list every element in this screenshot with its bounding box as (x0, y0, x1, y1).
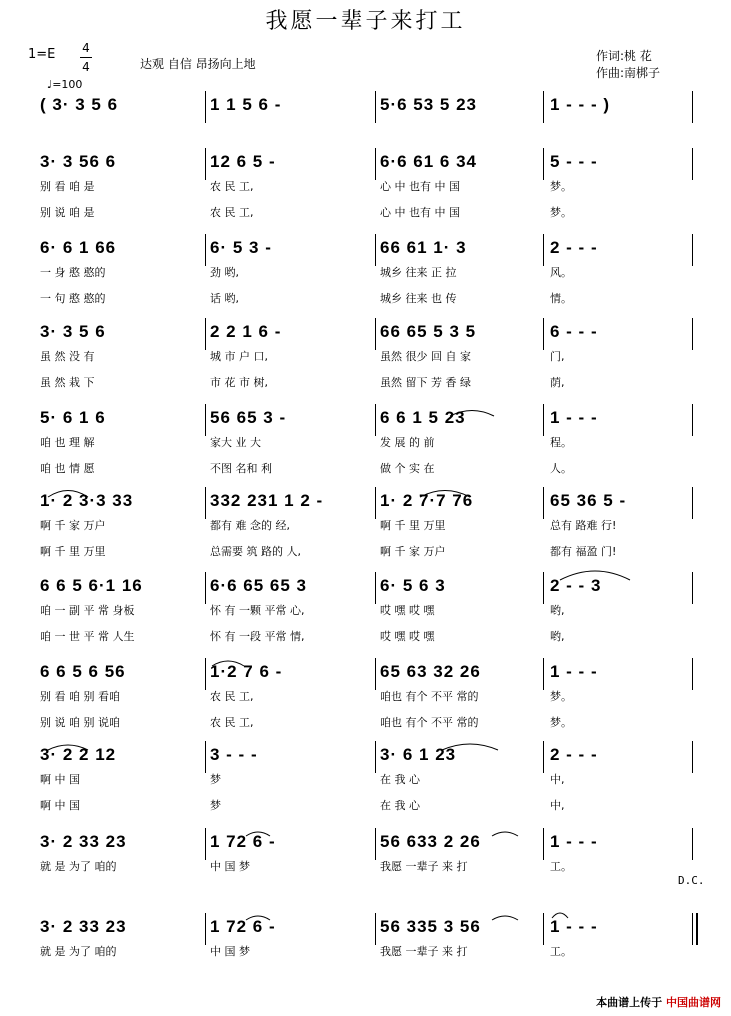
lyric-line-2: 咱也 有个 不平 常的 (380, 716, 479, 729)
bar-line (375, 828, 376, 860)
lyric-line-1: 啊 中 国 (40, 773, 80, 786)
lyric-line-2: 人。 (550, 462, 572, 475)
bar-line (375, 91, 376, 123)
lyric-line-2: 咱 也 情 愿 (40, 462, 95, 475)
lyric-line-2: 中, (550, 799, 565, 812)
lyric-line-1: 就 是 为了 咱的 (40, 860, 117, 873)
lyric-line-1: 程。 (550, 436, 572, 449)
measure-notes: 12 6 5 - (210, 152, 276, 171)
bar-line (543, 828, 544, 860)
bar-line (205, 828, 206, 860)
bar-line (375, 487, 376, 519)
lyric-line-1: 哎 嘿 哎 嘿 (380, 604, 435, 617)
lyric-line-1: 工。 (550, 945, 572, 958)
lyric-line-2: 别 说 咱 别 说咱 (40, 716, 120, 729)
bar-line (543, 487, 544, 519)
lyric-line-1: 中 国 梦 (210, 860, 250, 873)
lyric-line-1: 城 市 户 口, (210, 350, 268, 363)
song-title: 我愿一辈子来打工 (265, 9, 466, 34)
lyric-line-2: 荫, (550, 376, 565, 389)
bar-line (543, 741, 544, 773)
bar-line (205, 741, 206, 773)
lyric-line-1: 咱 一 副 平 常 身板 (40, 604, 135, 617)
lyric-line-1: 虽 然 没 有 (40, 350, 95, 363)
bar-line (543, 913, 544, 945)
measure-notes: 1 1 5 6 - (210, 95, 282, 114)
footer-site-logo[interactable]: 中国曲谱网 (666, 996, 721, 1009)
bar-line (205, 487, 206, 519)
slur (492, 832, 518, 836)
bar-line (205, 404, 206, 436)
lyric-line-1: 都有 难 念的 经, (210, 519, 290, 532)
measure-notes: 3· 2 2 12 (40, 745, 117, 764)
expression-marking: 达观 自信 昂扬向上地 (140, 57, 256, 71)
lyric-line-2: 怀 有 一段 平常 情, (210, 630, 305, 643)
measure-notes: 1 - - - (550, 662, 598, 681)
measure-notes: 1· 2 3·3 33 (40, 491, 134, 510)
lyric-line-1: 工。 (550, 860, 572, 873)
lyric-line-1: 中, (550, 773, 565, 786)
measure-notes: 65 36 5 - (550, 491, 627, 510)
bar-line (205, 913, 206, 945)
end-bar-line (692, 404, 693, 436)
tempo-marking: ♩=100 (47, 78, 83, 91)
measure-notes: 2 - - - (550, 745, 598, 764)
lyric-line-1: 咱也 有个 不平 常的 (380, 690, 479, 703)
lyric-line-2: 梦 (210, 799, 221, 812)
lyric-line-1: 别 看 咱 别 看咱 (40, 690, 120, 703)
end-bar-line (692, 487, 693, 519)
bar-line (205, 572, 206, 604)
lyric-line-2: 做 个 实 在 (380, 462, 435, 475)
lyric-line-2: 虽 然 栽 下 (40, 376, 95, 389)
end-bar-line (692, 148, 693, 180)
lyric-line-1: 农 民 工, (210, 180, 254, 193)
measure-notes: 6· 6 1 66 (40, 238, 117, 257)
end-bar-line (692, 91, 693, 123)
measure-notes: 3· 2 33 23 (40, 832, 127, 851)
footer (596, 994, 721, 1010)
bar-line (543, 91, 544, 123)
time-signature-bottom: 4 (82, 60, 90, 74)
lyric-line-1: 我愿 一辈子 来 打 (380, 860, 468, 873)
measure-notes: 6· 5 3 - (210, 238, 272, 257)
final-bar-line (696, 913, 698, 945)
lyric-line-2: 农 民 工, (210, 716, 254, 729)
measure-notes: 5· 6 1 6 (40, 408, 106, 427)
bar-line (375, 148, 376, 180)
lyric-line-2: 情。 (550, 292, 572, 305)
measure-notes: 66 61 1· 3 (380, 238, 467, 257)
lyric-line-1: 总有 路难 行! (550, 519, 617, 532)
lyric-line-2: 啊 千 家 万户 (380, 545, 446, 558)
lyric-line-1: 梦 (210, 773, 221, 786)
measure-notes: 1 72 6 - (210, 832, 276, 851)
measure-notes: 56 335 3 56 (380, 917, 481, 936)
lyric-line-1: 家大 业 大 (210, 436, 261, 449)
lyric-line-2: 都有 福盈 门! (550, 545, 617, 558)
measure-notes: 5·6 53 5 23 (380, 95, 478, 114)
lyric-line-1: 哟, (550, 604, 565, 617)
measure-notes: 56 65 3 - (210, 408, 287, 427)
dc-marking: D.C. (678, 874, 705, 887)
measure-notes: 2 2 1 6 - (210, 322, 282, 341)
lyric-line-2: 哎 嘿 哎 嘿 (380, 630, 435, 643)
lyric-line-1: 劲 哟, (210, 266, 239, 279)
lyric-line-2: 一 句 憨 憨的 (40, 292, 106, 305)
measure-notes: 5 - - - (550, 152, 598, 171)
end-bar-line (692, 658, 693, 690)
lyric-line-2: 话 哟, (210, 292, 239, 305)
lyric-line-2: 农 民 工, (210, 206, 254, 219)
lyric-line-2: 总需要 筑 路的 人, (210, 545, 301, 558)
end-bar-line (692, 318, 693, 350)
lyric-line-1: 我愿 一辈子 来 打 (380, 945, 468, 958)
lyric-line-1: 别 看 咱 是 (40, 180, 95, 193)
lyric-line-1: 城乡 往来 正 拉 (380, 266, 457, 279)
bar-line (205, 318, 206, 350)
lyric-line-1: 梦。 (550, 690, 572, 703)
bar-line (375, 741, 376, 773)
lyric-line-2: 虽然 留下 芳 香 绿 (380, 376, 471, 389)
lyric-line-1: 农 民 工, (210, 690, 254, 703)
lyric-line-2: 啊 千 里 万里 (40, 545, 106, 558)
time-signature-top: 4 (82, 41, 90, 55)
measure-notes: ( 3· 3 5 6 (40, 95, 119, 114)
bar-line (375, 572, 376, 604)
lyric-line-2: 梦。 (550, 716, 572, 729)
lyricist-credit: 作词:桃 花 (596, 49, 652, 63)
measure-notes: 6 6 1 5 23 (380, 408, 466, 427)
lyric-line-2: 不图 名和 利 (210, 462, 272, 475)
time-signature-line (80, 57, 92, 58)
lyric-line-1: 虽然 很少 回 自 家 (380, 350, 471, 363)
measure-notes: 1· 2 7·7 76 (380, 491, 474, 510)
lyric-line-1: 啊 千 家 万户 (40, 519, 106, 532)
lyric-line-1: 中 国 梦 (210, 945, 250, 958)
measure-notes: 6· 5 6 3 (380, 576, 446, 595)
bar-line (543, 234, 544, 266)
lyric-line-1: 门, (550, 350, 565, 363)
measure-notes: 6·6 65 65 3 (210, 576, 308, 595)
end-bar-line (692, 234, 693, 266)
measure-notes: 2 - - 3 (550, 576, 602, 595)
measure-notes: 1 72 6 - (210, 917, 276, 936)
end-bar-line (692, 828, 693, 860)
lyric-line-2: 啊 中 国 (40, 799, 80, 812)
measure-notes: 6 - - - (550, 322, 598, 341)
measure-notes: 56 633 2 26 (380, 832, 481, 851)
lyric-line-1: 风。 (550, 266, 572, 279)
lyric-line-1: 梦。 (550, 180, 572, 193)
bar-line (375, 658, 376, 690)
composer-credit: 作曲:南梆子 (596, 66, 661, 80)
measure-notes: 1·2 7 6 - (210, 662, 283, 681)
bar-line (543, 658, 544, 690)
measure-notes: 65 63 32 26 (380, 662, 481, 681)
slur (492, 916, 518, 920)
lyric-line-1: 怀 有 一颗 平常 心, (210, 604, 305, 617)
measure-notes: 1 - - - (550, 408, 598, 427)
bar-line (205, 91, 206, 123)
lyric-line-2: 梦。 (550, 206, 572, 219)
lyric-line-1: 啊 千 里 万里 (380, 519, 446, 532)
lyric-line-1: 心 中 也有 中 国 (380, 180, 460, 193)
measure-notes: 2 - - - (550, 238, 598, 257)
bar-line (543, 148, 544, 180)
bar-line (375, 404, 376, 436)
key-signature: 1=E (28, 47, 56, 62)
measure-notes: 6 6 5 6·1 16 (40, 576, 143, 595)
lyric-line-2: 城乡 往来 也 传 (380, 292, 457, 305)
bar-line (375, 318, 376, 350)
measure-notes: 3· 3 56 6 (40, 152, 117, 171)
measure-notes: 1 - - - ) (550, 95, 610, 114)
end-bar-line (692, 913, 693, 945)
bar-line (205, 148, 206, 180)
bar-line (375, 234, 376, 266)
lyric-line-1: 咱 也 理 解 (40, 436, 95, 449)
measure-notes: 1 - - - (550, 917, 598, 936)
bar-line (375, 913, 376, 945)
lyric-line-2: 心 中 也有 中 国 (380, 206, 460, 219)
lyric-line-2: 在 我 心 (380, 799, 420, 812)
lyric-line-2: 咱 一 世 平 常 人生 (40, 630, 135, 643)
measure-notes: 6 6 5 6 56 (40, 662, 126, 681)
measure-notes: 66 65 5 3 5 (380, 322, 477, 341)
bar-line (543, 404, 544, 436)
bar-line (543, 318, 544, 350)
bar-line (205, 234, 206, 266)
bar-line (543, 572, 544, 604)
lyric-line-1: 在 我 心 (380, 773, 420, 786)
bar-line (205, 658, 206, 690)
measure-notes: 3· 2 33 23 (40, 917, 127, 936)
measure-notes: 3 - - - (210, 745, 258, 764)
measure-notes: 332 231 1 2 - (210, 491, 324, 510)
footer-prefix: 本曲谱上传于 (596, 996, 663, 1009)
lyric-line-1: 就 是 为了 咱的 (40, 945, 117, 958)
lyric-line-2: 别 说 咱 是 (40, 206, 95, 219)
lyric-line-2: 哟, (550, 630, 565, 643)
lyric-line-1: 一 身 憨 憨的 (40, 266, 106, 279)
lyric-line-2: 市 花 市 树, (210, 376, 268, 389)
measure-notes: 3· 3 5 6 (40, 322, 106, 341)
end-bar-line (692, 741, 693, 773)
measure-notes: 1 - - - (550, 832, 598, 851)
measure-notes: 6·6 61 6 34 (380, 152, 478, 171)
lyric-line-1: 发 展 的 前 (380, 436, 435, 449)
end-bar-line (692, 572, 693, 604)
measure-notes: 3· 6 1 23 (380, 745, 457, 764)
